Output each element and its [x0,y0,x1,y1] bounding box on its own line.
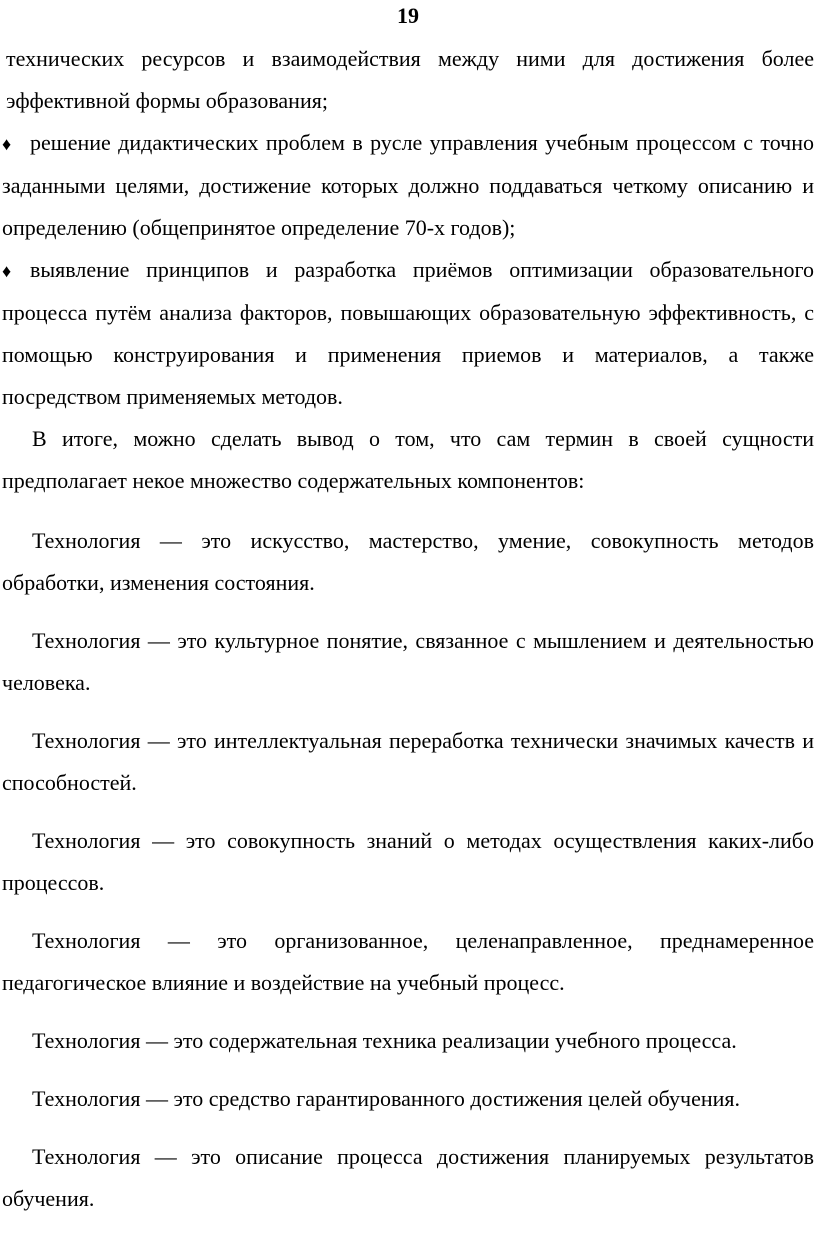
bullet-text: решение дидактических проблем в русле управления учебным процессом с точно заданными целями, достижение которых должно поддаваться четкому описанию и определению (общепринятое определение 70-х годов); [2,130,814,240]
definition-paragraph: Технология — это средство гарантированного достижения целей обучения. [32,1086,741,1111]
definition-paragraph: Технология — это описание процесса достижения планируемых результатов обучения. [2,1144,814,1211]
page-content [2,38,814,1220]
definition-paragraph: Технология — это содержательная техника реализации учебного процесса. [32,1028,737,1053]
continuation-paragraph: технических ресурсов и взаимодействия между ними для достижения более эффективной формы образования; [6,46,814,113]
definition-paragraph: Технология — это искусство, мастерство, умение, совокупность методов обработки, изменения состояния. [2,528,814,595]
definition-paragraph: Технология — это совокупность знаний о методах осуществления каких-либо процессов. [2,828,814,895]
diamond-bullet-icon: ♦ [2,261,12,281]
diamond-bullet-icon: ♦ [2,134,12,154]
definition-paragraph: Технология — это культурное понятие, связанное с мышлением и деятельностью человека. [2,628,814,695]
definition-paragraph: Технология — это интеллектуальная переработка технически значимых качеств и способностей. [2,728,814,795]
bullet-text: выявление принципов и разработка приёмов оптимизации образовательного процесса путём анализа факторов, повышающих образовательную эффективность, с помощью конструирования и применения приемов и материалов, а также посредством применяемых методов. [2,257,814,409]
conclusion-paragraph: В итоге, можно сделать вывод о том, что сам термин в своей сущности предполагает некое множество содержательных компонентов: [2,426,814,493]
bullet-item [2,249,814,418]
page-number: 19 [397,3,419,28]
definition-paragraph: Технология — это организованное, целенаправленное, преднамеренное педагогическое влияние и воздействие на учебный процесс. [2,928,814,995]
bullet-item [2,122,814,249]
